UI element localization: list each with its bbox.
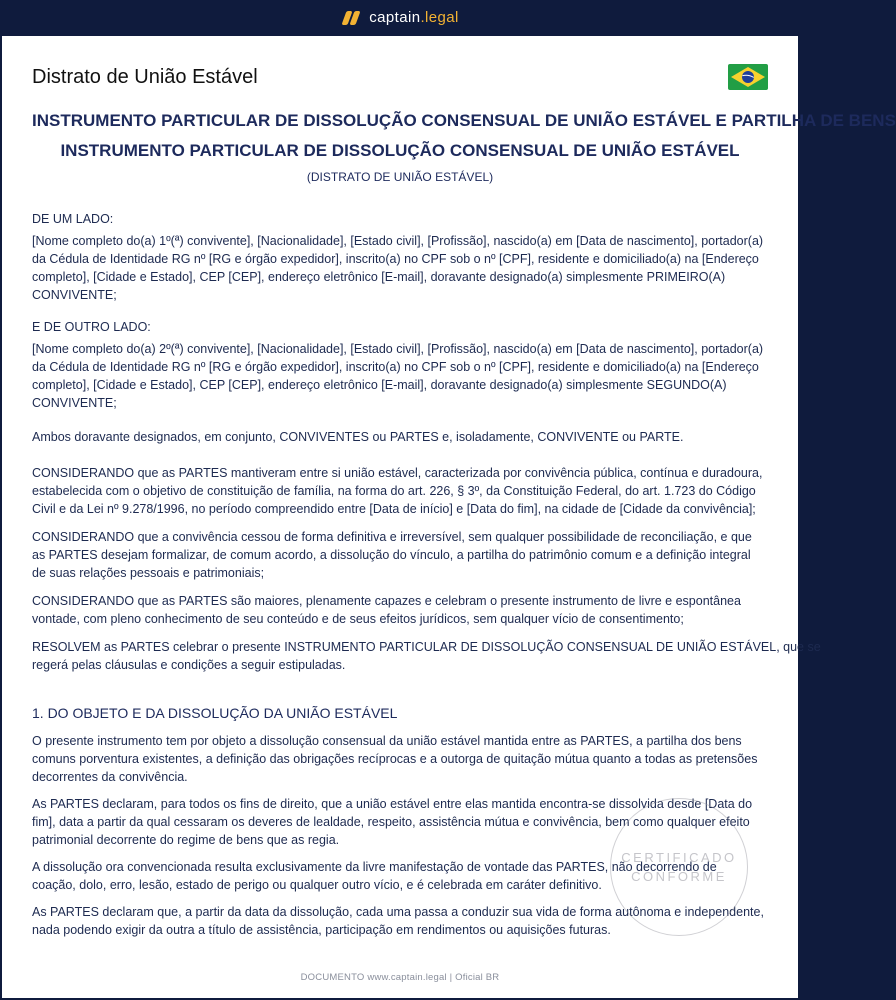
considerando-2: CONSIDERANDO que a convivência cessou de forma definitiva e irreversível, sem qualquer possibilidade de reconciliação, e que as PARTES desejam formalizar, de comum acordo, a dissolução do vínculo, a partilha do patrimônio comum e a definição integral de suas relações pessoais e patrimoniais; [32,530,752,580]
stamp-line-1: CERTIFICADO [621,850,737,865]
captain-logo-icon [341,10,361,26]
top-bar [0,0,800,36]
resolvem-line2: regerá pelas cláusulas e condições a seguir estipuladas. [32,658,346,672]
document-heading-primary: INSTRUMENTO PARTICULAR DE DISSOLUÇÃO CONSENSUAL DE UNIÃO ESTÁVEL E PARTILHA DE BENS [32,111,896,130]
party1-label: DE UM LADO: [32,212,114,226]
section-1-paragraph-3-line1: A dissolução ora convencionada resulta exclusivamente da livre manifestação de vontade das PARTES, não decorrendo de [32,860,717,874]
brand-name: captain [369,9,421,26]
section-1-paragraph-3-line2: coação, dolo, erro, lesão, estado de perigo ou qualquer outro vício, e é celebrada em caráter definitivo. [32,878,602,892]
party2-label: E DE OUTRO LADO: [32,320,151,334]
resolvem [32,638,821,674]
party1-text: [Nome completo do(a) 1º(ª) convivente], [Nacionalidade], [Estado civil], [Profissão], nascido(a) em [Data de nascimento], portador(a) da Cédula de Identidade RG nº [RG e órgão expedidor], inscrito(a) no CPF sob o nº [CPF], residente e domiciliado(a) na [Endereço completo], [Cidade e Estado], CEP [CEP], endereço eletrônico [E-mail], doravante designado(a) simplesmente PRIMEIRO(A) CONVIVENTE; [32,234,764,302]
document-title: Distrato de União Estável [32,66,258,88]
section-1-paragraph-2: As PARTES declaram, para todos os fins de direito, que a união estável entre elas mantida encontra-se dissolvida desde [Data do fim], data a partir da qual cessaram os deveres de lealdade, respeito, assistência mútua e convivência, bem como qualquer efeito patrimonial decorrente do regime de bens que as regia. [32,797,753,847]
document-heading-secondary: INSTRUMENTO PARTICULAR DE DISSOLUÇÃO CONSENSUAL DE UNIÃO ESTÁVEL [60,141,740,160]
document-subheading: (DISTRATO DE UNIÃO ESTÁVEL) [306,170,494,184]
section-1-paragraph-1: O presente instrumento tem por objeto a dissolução consensual da união estável mantida entre as PARTES, a partilha dos bens comuns porventura existentes, a definição das obrigações recíprocas e a outorga de quitação mútua quanto a todas as pretensões decorrentes da convivência. [32,734,758,784]
brand-tld: .legal [420,9,459,26]
document-footer: DOCUMENTO www.captain.legal | Oficial BR [300,972,500,983]
section-1-paragraph-4: As PARTES declaram que, a partir da data da dissolução, cada uma passa a conduzir sua vida de forma autônoma e independente, nada podendo exigir da outra a título de assistência, participação em rendimentos ou aquisições futuras. [32,905,764,937]
brazil-flag-icon [728,64,768,90]
considerando-3-line2: vontade, com pleno conhecimento de seu conteúdo e de seus efeitos jurídicos, sem qualquer vício de consentimento; [32,612,684,626]
document-body [32,110,896,948]
section-1-paragraph-3 [32,858,768,894]
party2-text: [Nome completo do(a) 2º(ª) convivente], [Nacionalidade], [Estado civil], [Profissão], nascido(a) em [Data de nascimento], portador(a) da Cédula de Identidade RG nº [RG e órgão expedidor], inscrito(a) no CPF sob o nº [CPF], residente e domiciliado(a) na [Endereço completo], [Cidade e Estado], CEP [CEP], endereço eletrônico [E-mail], doravante designado(a) simplesmente SEGUNDO(A) CONVIVENTE; [32,342,764,410]
section-1-title: 1. DO OBJETO E DA DISSOLUÇÃO DA UNIÃO ESTÁVEL [32,705,398,721]
considerando-3-line1: CONSIDERANDO que as PARTES são maiores, plenamente capazes e celebram o presente instrumento de livre e espontânea [32,594,741,608]
considerando-1: CONSIDERANDO que as PARTES mantiveram entre si união estável, caracterizada por convivência pública, contínua e duradoura, estabelecida com o objetivo de constituição de família, na forma do art. 226, § 3º, da Constituição Federal, do art. 1.723 do Código Civil e da Lei nº 9.278/1996, no período compreendido entre [Data de início] e [Data do fim], na cidade de [Cidade da convivência]; [32,466,763,516]
parties-definition: Ambos doravante designados, em conjunto, CONVIVENTES ou PARTES e, isoladamente, CONVIVENTE ou PARTE. [32,430,684,444]
brand-logo[interactable] [341,9,458,27]
stamp-line-2: CONFORME [631,869,727,884]
document-page [2,36,896,998]
resolvem-line1: RESOLVEM as PARTES celebrar o presente INSTRUMENTO PARTICULAR DE DISSOLUÇÃO CONSENSUAL DE UNIÃO ESTÁVEL, que se [32,640,821,654]
considerando-3 [32,592,768,628]
